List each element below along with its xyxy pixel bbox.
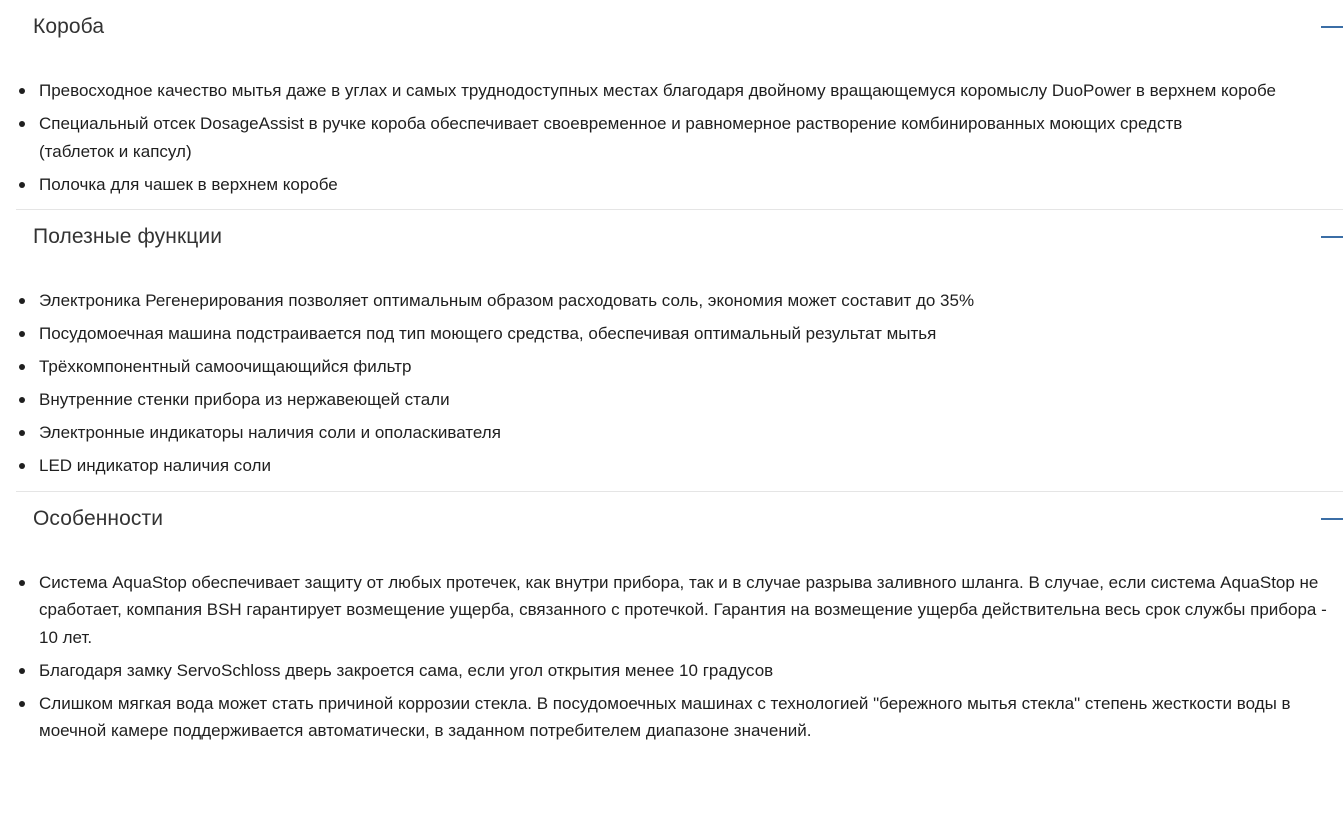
bullet-icon <box>19 88 25 94</box>
bullet-icon <box>19 580 25 586</box>
accordion-section-features <box>16 492 1343 756</box>
list-item-text-continuation: (таблеток и капсул) <box>39 141 192 161</box>
section-title: Короба <box>33 15 105 38</box>
list-item <box>16 452 1343 480</box>
section-title: Полезные функции <box>33 225 223 248</box>
list-item <box>16 320 1343 348</box>
bullet-icon <box>19 463 25 469</box>
list-item-text: Электроника Регенерирования позволяет оптимальным образом расходовать соль, экономия может составит до 35% <box>39 291 975 310</box>
bullet-icon <box>19 397 25 403</box>
list-item-text: Система AquaStop обеспечивает защиту от любых протечек, как внутри прибора, так и в случае разрыва заливного шланга. В случае, если система AquaStop не сработает, компания BSH гарантирует возмещение ущерба, связанного с протечкой. Гарантия на возмещение ущерба действительна весь срок службы прибора - 10 лет. <box>39 572 1327 647</box>
bullet-icon <box>19 668 25 674</box>
bullet-icon <box>19 701 25 707</box>
list-item-text: Посудомоечная машина подстраивается под тип моющего средства, обеспечивая оптимальный результат мытья <box>39 324 937 343</box>
minus-icon[interactable] <box>1321 26 1343 28</box>
minus-icon[interactable] <box>1321 518 1343 520</box>
list-item <box>16 353 1343 381</box>
section-header-useful-functions[interactable] <box>16 210 1343 266</box>
feature-list <box>16 548 1343 756</box>
list-item-text: Благодаря замку ServoSchloss дверь закроется сама, если угол открытия менее 10 градусов <box>39 660 774 680</box>
list-item <box>16 657 1343 685</box>
section-header-koroba[interactable] <box>16 0 1343 56</box>
section-title: Особенности <box>33 506 164 530</box>
bullet-icon <box>19 298 25 304</box>
section-header-features[interactable] <box>16 492 1343 548</box>
list-item <box>16 171 1343 199</box>
accordion-section-useful-functions <box>16 210 1343 492</box>
list-item-text: Превосходное качество мытья даже в углах и самых труднодоступных местах благодаря двойному вращающемуся коромыслу DuoPower в верхнем коробе <box>39 81 1276 100</box>
list-item-text: Электронные индикаторы наличия соли и ополаскивателя <box>39 423 501 442</box>
list-item <box>16 569 1343 652</box>
accordion-section-korobа <box>16 0 1343 210</box>
bullet-icon <box>19 430 25 436</box>
list-item <box>16 110 1343 165</box>
list-item <box>16 386 1343 414</box>
list-item-text: Трёхкомпонентный самоочищающийся фильтр <box>39 357 412 376</box>
list-item-text: LED индикатор наличия соли <box>39 456 271 475</box>
list-item <box>16 287 1343 315</box>
bullet-icon <box>19 121 25 127</box>
accordion <box>16 0 1343 756</box>
bullet-icon <box>19 364 25 370</box>
bullet-icon <box>19 331 25 337</box>
list-item-text: Полочка для чашек в верхнем коробе <box>39 174 338 194</box>
list-item <box>16 419 1343 447</box>
list-item-text: Специальный отсек DosageAssist в ручке короба обеспечивает своевременное и равномерное растворение комбинированных моющих средств <box>39 114 1183 133</box>
list-item-text: Внутренние стенки прибора из нержавеющей стали <box>39 390 450 409</box>
minus-icon[interactable] <box>1321 236 1343 238</box>
feature-list <box>16 266 1343 491</box>
list-item <box>16 77 1343 105</box>
list-item-text: Слишком мягкая вода может стать причиной коррозии стекла. В посудомоечных машинах с технологией "бережного мытья стекла" степень жесткости воды в моечной камере поддерживается автоматически, в заданном потребителем диапазоне значений. <box>39 693 1291 740</box>
feature-list <box>16 56 1343 209</box>
list-item <box>16 690 1343 745</box>
bullet-icon <box>19 182 25 188</box>
